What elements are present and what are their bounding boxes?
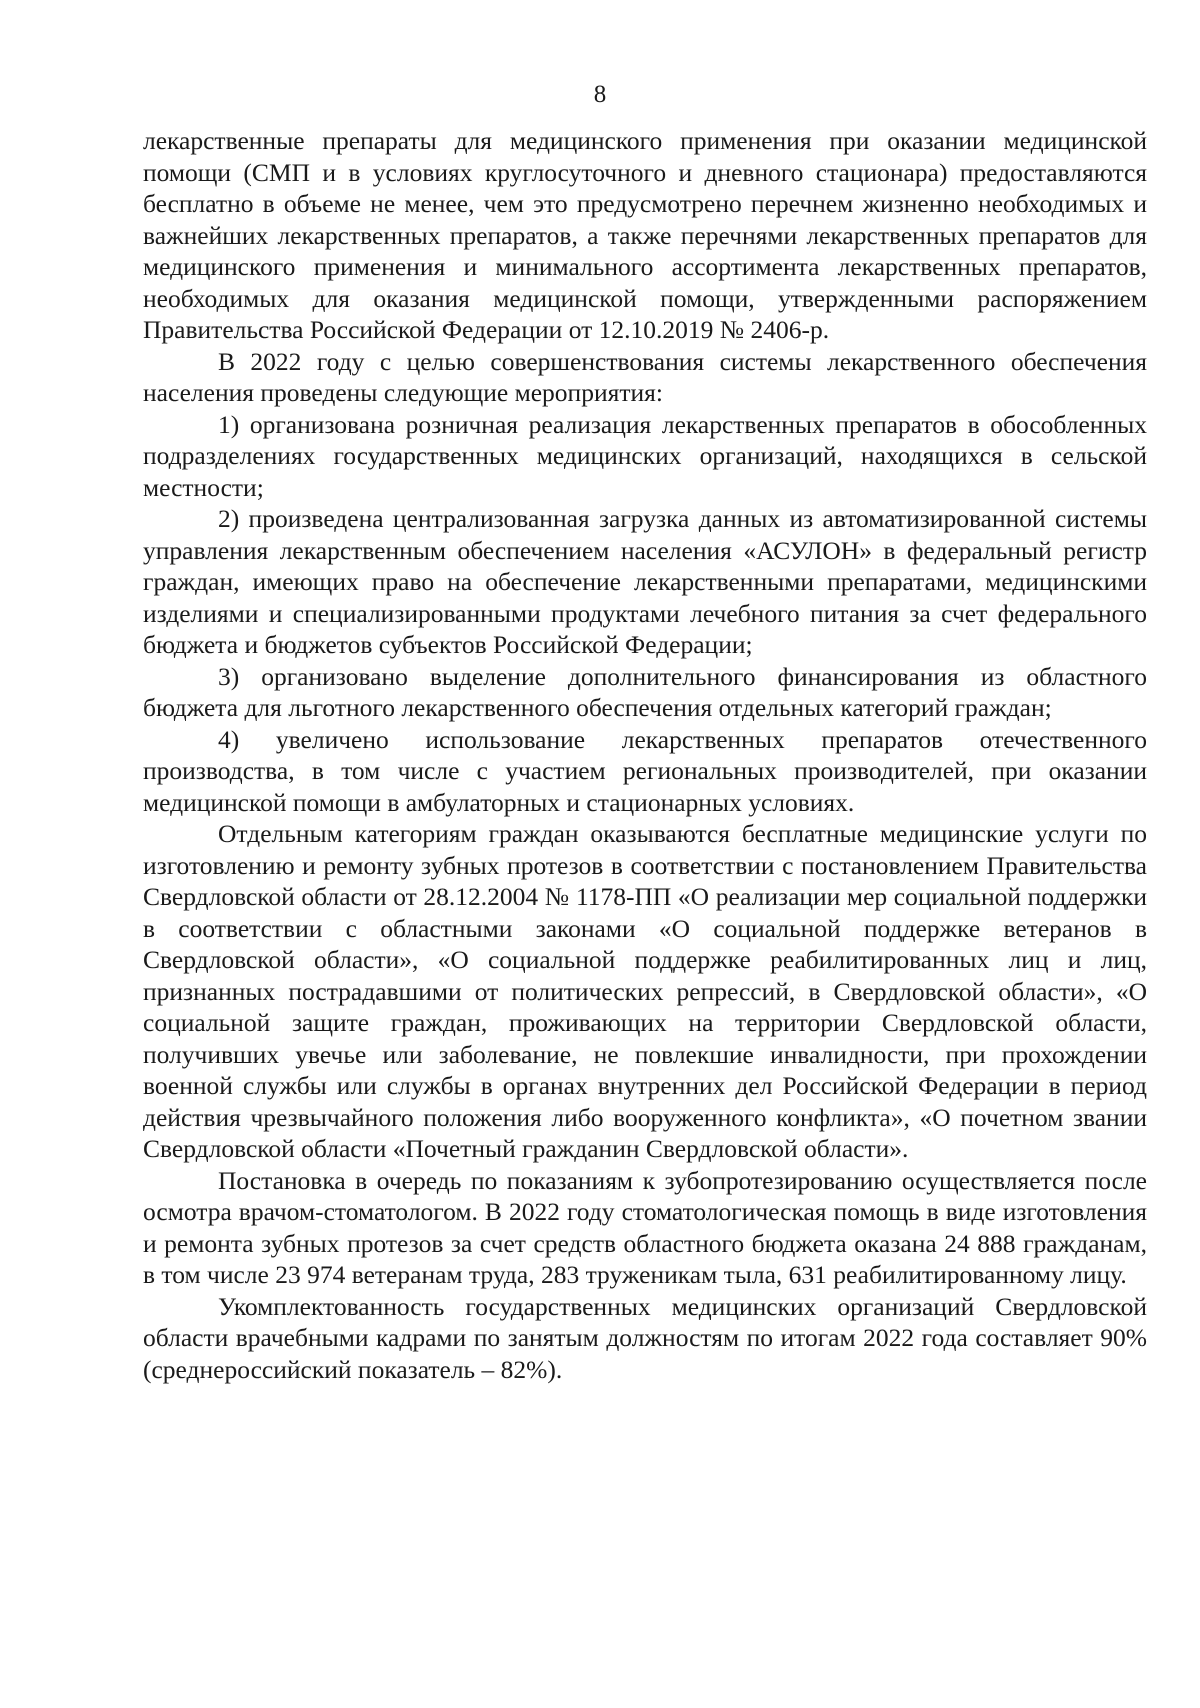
paragraph-measures-intro: В 2022 году с целью совершенствования системы лекарственного обеспечения населения проведены следующие мероприятия: <box>143 346 1147 407</box>
list-item-3: 3) организовано выделение дополнительного финансирования из областного бюджета для льготного лекарственного обеспечения отдельных категорий граждан; <box>143 661 1147 722</box>
paragraph-continuation: лекарственные препараты для медицинского применения при оказании медицинской помощи (СМП и в условиях круглосуточного и дневного стационара) предоставляются бесплатно в объеме не менее, чем это предусмотрено перечнем жизненно необходимых и важнейших лекарственных препаратов, а также перечнями лекарственных препаратов для медицинского применения и минимального ассортимента лекарственных препаратов, необходимых для оказания медицинской помощи, утвержденными распоряжением Правительства Российской Федерации от 12.10.2019 № 2406-р. <box>143 126 1147 344</box>
list-item-2: 2) произведена централизованная загрузка данных из автоматизированной системы управления лекарственным обеспечением населения «АСУЛОН» в федеральный регистр граждан, имеющих право на обеспечение лекарственными препаратами, медицинскими изделиями и специализированными продуктами лечебного питания за счет федерального бюджета и бюджетов субъектов Российской Федерации; <box>143 504 1147 659</box>
list-item-1: 1) организована розничная реализация лекарственных препаратов в обособленных подразделениях государственных медицинских организаций, находящихся в сельской местности; <box>143 409 1147 502</box>
list-item-4: 4) увеличено использование лекарственных препаратов отечественного производства, в том числе с участием региональных производителей, при оказании медицинской помощи в амбулаторных и стационарных условиях. <box>143 724 1147 817</box>
document-body <box>143 125 1147 1385</box>
page-number: 8 <box>593 81 607 108</box>
paragraph-dental-services: Отдельным категориям граждан оказываются бесплатные медицинские услуги по изготовлению и ремонту зубных протезов в соответствии с постановлением Правительства Свердловской области от 28.12.2004 № 1178-ПП «О реализации мер социальной поддержки в соответствии с областными законами «О социальной поддержке ветеранов в Свердловской области», «О социальной поддержке реабилитированных лиц и лиц, признанных пострадавшими от политических репрессий, в Свердловской области», «О социальной защите граждан, проживающих на территории Свердловской области, получивших увечье или заболевание, не повлекшие инвалидности, при прохождении военной службы или службы в органах внутренних дел Российской Федерации в период действия чрезвычайного положения либо вооруженного конфликта», «О почетном звании Свердловской области «Почетный гражданин Свердловской области». <box>143 819 1147 1163</box>
paragraph-dental-queue: Постановка в очередь по показаниям к зубопротезированию осуществляется после осмотра врачом-стоматологом. В 2022 году стоматологическая помощь в виде изготовления и ремонта зубных протезов за счет средств областного бюджета оказана 24 888 гражданам, в том числе 23 974 ветеранам труда, 283 труженикам тыла, 631 реабилитированному лицу. <box>143 1165 1147 1289</box>
paragraph-staffing: Укомплектованность государственных медицинских организаций Свердловской области врачебными кадрами по занятым должностям по итогам 2022 года составляет 90% (среднероссийский показатель – 82%). <box>143 1291 1147 1384</box>
